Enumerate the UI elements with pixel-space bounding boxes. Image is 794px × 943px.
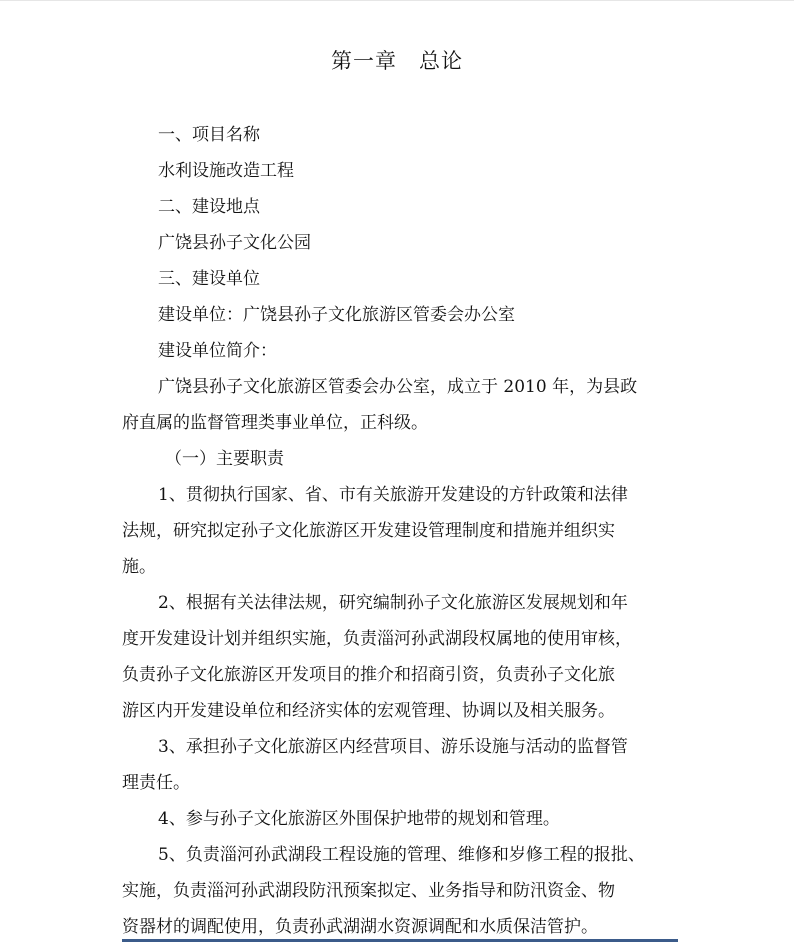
paragraph-line: 2、根据有关法律法规，研究编制孙子文化旅游区发展规划和年 bbox=[158, 593, 628, 613]
paragraph-line: 5、负责淄河孙武湖段工程设施的管理、维修和岁修工程的报批、 bbox=[158, 845, 645, 865]
section-heading: 一、项目名称 bbox=[158, 125, 260, 145]
section-heading: 三、建设单位 bbox=[158, 269, 260, 289]
paragraph-line: 负责孙子文化旅游区开发项目的推介和招商引资，负责孙子文化旅 bbox=[122, 665, 615, 685]
paragraph-line: 建设单位：广饶县孙子文化旅游区管委会办公室 bbox=[158, 305, 515, 325]
subsection-heading: （一）主要职责 bbox=[165, 449, 284, 469]
paragraph-line: 府直属的监督管理类事业单位，正科级。 bbox=[122, 413, 428, 433]
bottom-rule bbox=[122, 939, 678, 942]
paragraph-line: 理责任。 bbox=[122, 773, 190, 793]
paragraph-line: 建设单位简介： bbox=[158, 341, 277, 361]
paragraph-line: 度开发建设计划并组织实施，负责淄河孙武湖段权属地的使用审核， bbox=[122, 629, 632, 649]
paragraph-line: 4、参与孙子文化旅游区外围保护地带的规划和管理。 bbox=[158, 809, 560, 829]
paragraph-line: 水利设施改造工程 bbox=[158, 161, 294, 181]
paragraph-line: 实施，负责淄河孙武湖段防汛预案拟定、业务指导和防汛资金、物 bbox=[122, 881, 615, 901]
section-heading: 二、建设地点 bbox=[158, 197, 260, 217]
paragraph-line: 3、承担孙子文化旅游区内经营项目、游乐设施与活动的监督管 bbox=[158, 737, 628, 757]
paragraph-line: 施。 bbox=[122, 557, 156, 577]
paragraph-line: 1、贯彻执行国家、省、市有关旅游开发建设的方针政策和法律 bbox=[158, 485, 628, 505]
paragraph-line: 广饶县孙子文化公园 bbox=[158, 233, 311, 253]
chapter-title: 第一章 总论 bbox=[331, 49, 463, 73]
paragraph-line: 游区内开发建设单位和经济实体的宏观管理、协调以及相关服务。 bbox=[122, 701, 615, 721]
paragraph-line: 资器材的调配使用，负责孙武湖湖水资源调配和水质保洁管护。 bbox=[122, 917, 598, 937]
paragraph-line: 法规，研究拟定孙子文化旅游区开发建设管理制度和措施并组织实 bbox=[122, 521, 615, 541]
paragraph-line: 广饶县孙子文化旅游区管委会办公室，成立于 2010 年，为县政 bbox=[158, 377, 638, 397]
